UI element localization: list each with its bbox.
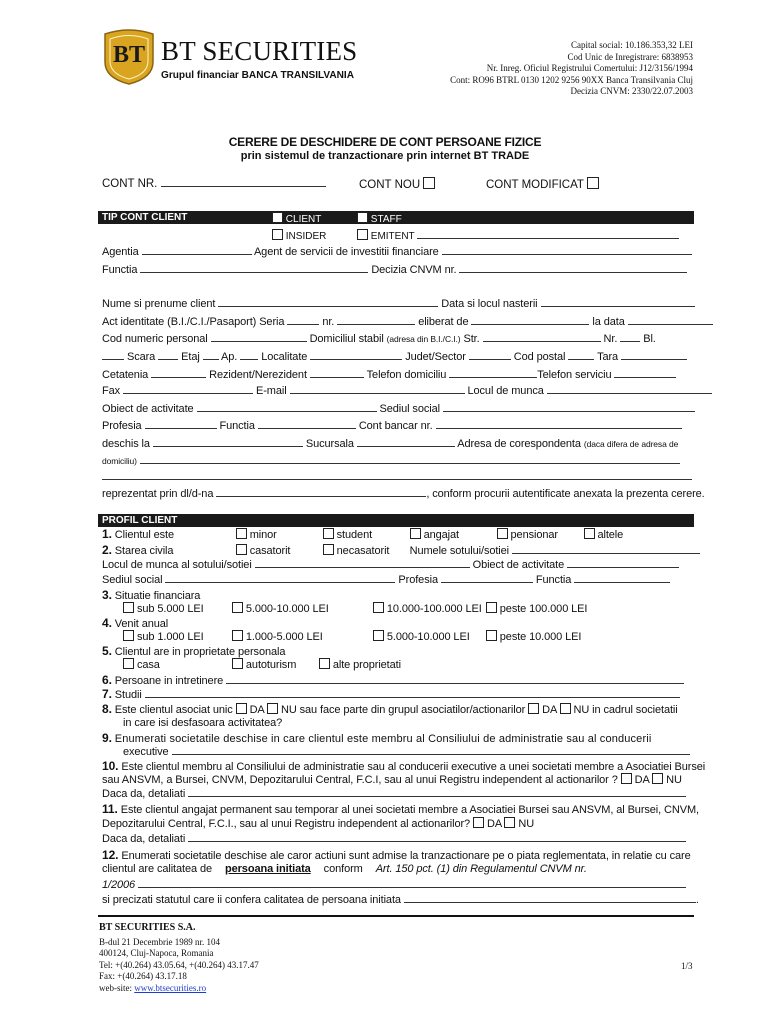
tel-serv-label: Telefon serviciu [537, 369, 612, 381]
q8-da2-label: DA [542, 704, 557, 716]
q2-necasatorit-checkbox[interactable] [323, 544, 334, 555]
q9-input[interactable] [172, 745, 690, 755]
locul-sot-input[interactable] [255, 558, 470, 568]
q5-casa-checkbox[interactable] [123, 658, 134, 669]
q9-label: Enumerati societatile deschise in care clientul este membru al Consiliului de administratie sau al conducerii [114, 733, 652, 745]
ap-input[interactable] [240, 350, 258, 360]
cont-bancar-input[interactable] [436, 419, 682, 429]
act-nr-input[interactable] [337, 315, 415, 325]
agentia-input[interactable] [142, 245, 252, 255]
q1-student-checkbox[interactable] [323, 528, 334, 539]
q1-altele-checkbox[interactable] [584, 528, 595, 539]
company-info [450, 40, 693, 98]
q12-line2d: Art. 150 pct. (1) din Regulamentul CNVM nr. [375, 863, 587, 875]
q5-row [102, 644, 692, 658]
q10-label: Este clientul membru al Consiliului de administratie sau al conducerii executive a unei societati membre a Asociatiei Bursei [121, 761, 706, 773]
q4-opt4-label: peste 10.000 LEI [499, 631, 582, 643]
logo [99, 28, 358, 88]
footer-rule [98, 915, 694, 917]
q10-nu-checkbox[interactable] [652, 773, 663, 784]
rezident-input[interactable] [310, 368, 364, 378]
company-capital: Capital social: 10.186.353,32 LEI [571, 40, 693, 50]
functia-row [102, 263, 692, 276]
agent-input[interactable] [442, 245, 692, 255]
q2-casatorit-checkbox[interactable] [236, 544, 247, 555]
sucursala-input[interactable] [357, 437, 455, 447]
q5-autoturism-checkbox[interactable] [232, 658, 243, 669]
q8-da-checkbox[interactable] [236, 703, 247, 714]
str-label: Str. [463, 333, 480, 345]
cont-bancar-label: Cont bancar nr. [358, 420, 433, 432]
q11-row [102, 802, 700, 816]
blank-row [102, 470, 692, 483]
profesia-row [102, 419, 692, 432]
q8-row [102, 702, 692, 716]
profesia-label: Profesia [102, 420, 142, 432]
decizia-label: Decizia CNVM nr. [371, 264, 457, 276]
sot-obiect-input[interactable] [567, 558, 679, 568]
tel-dom-label: Telefon domiciliu [366, 369, 447, 381]
q5-label: Clientul are in proprietate personala [114, 646, 286, 658]
q9-num: 9. [102, 731, 112, 745]
q2-row [102, 543, 692, 557]
q1-pensionar-checkbox[interactable] [497, 528, 508, 539]
tel-serv-input[interactable] [614, 368, 676, 378]
tara-label: Tara [597, 351, 619, 363]
q2-spouse-label: Numele sotului/sotiei [409, 545, 510, 557]
q11-detalii [102, 832, 692, 845]
q8-nu2-label: NU in cadrul societatii [573, 704, 678, 716]
bl-label: Bl. [643, 333, 656, 345]
tip-emitent-label: EMITENT [370, 231, 415, 242]
scara-input[interactable] [158, 350, 178, 360]
footer-web-label: web-site: [99, 982, 132, 993]
profil-header: PROFIL CLIENT [98, 514, 694, 527]
ap-label: Ap. [221, 351, 238, 363]
page-title: CERERE DE DESCHIDERE DE CONT PERSOANE FIZICE [228, 135, 542, 149]
q1-altele-label: altele [597, 529, 624, 541]
q7-input[interactable] [145, 688, 680, 698]
q10-detalii [102, 787, 692, 800]
reprezentat-row [102, 487, 705, 500]
company-cui: Cod Unic de Inregistrare: 6838953 [567, 51, 693, 62]
localitate-label: Localitate [261, 351, 308, 363]
bl-input[interactable] [102, 350, 124, 360]
q3-row [102, 588, 692, 602]
rezident-label: Rezident/Nerezident [209, 369, 307, 381]
q3-opt4-checkbox[interactable] [486, 602, 497, 613]
q12-label: Enumerati societatile deschise ale caror actiuni sunt admise la tranzactionare pe o piata reglementata, in relatie cu care [121, 850, 691, 862]
obiect-input[interactable] [197, 402, 377, 412]
eliberat-label: eliberat de [418, 316, 469, 328]
locul-sot-row [102, 558, 692, 571]
q2-num: 2. [102, 543, 112, 557]
q4-opt1-checkbox[interactable] [123, 630, 134, 641]
q11-label: Este clientul angajat permanent sau temporar al unei societati membre a Asociatiei Bursei sau ANSVM, al Bursei, CNVM, [120, 804, 700, 816]
deschis-label: deschis la [102, 438, 150, 450]
act-label: Act identitate (B.I./C.I./Pasaport) Seria [102, 316, 285, 328]
q1-label: Clientul este [114, 529, 175, 541]
q11-detalii-label: Daca da, detaliati [102, 833, 186, 845]
domiciliu-nr-input[interactable] [620, 332, 640, 342]
q10-da-label: DA [634, 774, 650, 786]
q3-opts [123, 602, 692, 615]
deschis-input[interactable] [153, 437, 303, 447]
q3-num: 3. [102, 588, 112, 602]
tel-dom-input[interactable] [449, 368, 537, 378]
q8-label: Este clientul asociat unic [114, 704, 233, 716]
q2-spouse-input[interactable] [512, 544, 700, 554]
q12-line4-label: si precizati statutul care ii confera calitatea de persoana initiata [102, 894, 401, 906]
functia2-label: Functia [219, 420, 255, 432]
logo-name: BT SECURITIES [161, 36, 358, 66]
q4-row [102, 616, 692, 630]
domiciliu-nr-label: Nr. [603, 333, 618, 345]
q12-line3-label: 1/2006 [102, 879, 136, 891]
q8-line2: in care isi desfasoara activitatea? [123, 717, 283, 729]
adresa-cor-note: (daca difera de adresa de [583, 439, 679, 449]
q1-student-label: student [336, 529, 373, 541]
footer-web-link[interactable]: www.btsecurities.ro [134, 982, 207, 993]
agency-row [102, 245, 692, 258]
company-account: Cont: RO96 BTRL 0130 1202 9256 90XX Banca Transilvania Cluj [450, 74, 693, 85]
footer-tel: Tel: +(40.264) 43.05.64, +(40.264) 43.17.47 [99, 959, 259, 970]
nume-label: Nume si prenume client [102, 298, 216, 310]
sot-sediu-label: Sediul social [102, 574, 163, 586]
q4-opt4-checkbox[interactable] [486, 630, 497, 641]
email-input[interactable] [290, 384, 465, 394]
q8-nu2-checkbox[interactable] [560, 703, 571, 714]
tip-emitent-checkbox[interactable] [357, 229, 368, 240]
domiciliu-label: Domiciliul stabil [309, 333, 384, 345]
cnp-input[interactable] [211, 332, 307, 342]
cont-nou-option[interactable] [359, 177, 435, 191]
q11-line2-label: Depozitarului Central, F.C.I., sau al unui Registru independent al actionarilor? [102, 818, 471, 830]
q3-opt4-label: peste 100.000 LEI [499, 603, 588, 615]
sot-profesia-input[interactable] [441, 573, 533, 583]
tip-insider-checkbox[interactable] [272, 229, 283, 240]
cont-modificat-option[interactable] [486, 177, 599, 191]
act-nr-label: nr. [322, 316, 335, 328]
footer-address1: B-dul 21 Decembrie 1989 nr. 104 [99, 936, 220, 947]
domiciliu-note: domiciliu) [102, 456, 137, 466]
footer-address2: 400124, Cluj-Napoca, Romania [99, 948, 214, 958]
cetatenia-input[interactable] [151, 368, 206, 378]
q1-num: 1. [102, 527, 112, 541]
q12-line4: si precizati statutul care ii confera calitatea de persoana initiata . [102, 894, 699, 906]
adresa-cor-input[interactable] [140, 454, 680, 464]
q7-row [102, 687, 692, 701]
cnp-row [102, 332, 692, 345]
q3-label: Situatie financiara [114, 590, 201, 602]
sot-profesia-label: Profesia [398, 574, 438, 586]
nume-input[interactable] [218, 297, 438, 307]
functia-label: Functia [102, 264, 138, 276]
q4-opt3-label: 5.000-10.000 LEI [386, 631, 470, 643]
q10-row [102, 759, 706, 773]
q6-num: 6. [102, 673, 112, 687]
q1-angajat-checkbox[interactable] [410, 528, 421, 539]
q3-opt2-label: 5.000-10.000 LEI [245, 603, 329, 615]
judet-input[interactable] [469, 350, 511, 360]
seria-input[interactable] [287, 315, 319, 325]
tip-staff-checkbox[interactable] [357, 212, 368, 223]
tip-cont-emitent[interactable] [357, 229, 679, 242]
logo-tagline: Grupul financiar BANCA TRANSILVANIA [161, 69, 355, 81]
obiect-row [102, 402, 692, 415]
company-reg: Nr. Inreg. Oficiul Registrului Comertului: J12/3156/1994 [486, 63, 693, 73]
tip-cont-label: TIP CONT CLIENT [102, 212, 188, 223]
q10-num: 10. [102, 759, 119, 773]
etaj-input[interactable] [203, 350, 219, 360]
q10-detalii-label: Daca da, detaliati [102, 788, 186, 800]
q12-line2b: persoana initiata [224, 863, 311, 875]
loc-munca-input[interactable] [547, 384, 712, 394]
q10-nu-label: NU [666, 774, 682, 786]
reprezentat-label: reprezentat prin dl/d-na [102, 488, 214, 500]
footer-fax: Fax: +(40.264) 43.17.18 [99, 971, 187, 981]
q4-opt2-checkbox[interactable] [232, 630, 243, 641]
eliberat-input[interactable] [471, 315, 589, 325]
locul-sot-label: Locul de munca al sotului/sotiei [102, 559, 252, 571]
str-input[interactable] [483, 332, 601, 342]
q5-opts [123, 658, 692, 671]
footer-company-name: BT SECURITIES S.A. [99, 922, 196, 933]
act-row [102, 315, 692, 328]
sot-obiect-label: Obiect de activitate [472, 559, 565, 571]
footer-web [99, 983, 259, 995]
deschis-row [102, 437, 692, 450]
q5-alte-label: alte proprietati [332, 659, 401, 671]
q4-opt3-checkbox[interactable] [373, 630, 384, 641]
q8-nu-label: NU sau face parte din grupul asociatilor/actionarilor [281, 704, 526, 716]
sediu-sot-row [102, 573, 692, 586]
sot-sediu-input[interactable] [165, 573, 395, 583]
q3-opt2-checkbox[interactable] [232, 602, 243, 613]
q1-angajat-label: angajat [423, 529, 459, 541]
sediu-label: Sediul social [379, 403, 440, 415]
q3-opt1-checkbox[interactable] [123, 602, 134, 613]
obiect-label: Obiect de activitate [102, 403, 194, 415]
agentia-label: Agentia [102, 246, 139, 258]
q10-da-checkbox[interactable] [621, 773, 632, 784]
q6-label: Persoane in intretinere [114, 675, 224, 687]
q12-num: 12. [102, 848, 119, 862]
page-subtitle: prin sistemul de tranzactionare prin internet BT TRADE [240, 150, 530, 162]
functia2-input[interactable] [258, 419, 356, 429]
q12-input[interactable] [138, 878, 686, 888]
tip-client-label: CLIENT [285, 214, 322, 225]
q5-casa-label: casa [136, 659, 160, 671]
email-label: E-mail [255, 385, 287, 397]
cont-nr-label: CONT NR. [102, 178, 158, 190]
q8-da2-checkbox[interactable] [528, 703, 539, 714]
q2-necasatorit-label: necasatorit [336, 545, 390, 557]
q12-line2 [102, 863, 692, 875]
q4-opts [123, 630, 692, 643]
judet-label: Judet/Sector [405, 351, 466, 363]
q1-row [102, 527, 692, 541]
q4-opt1-label: sub 1.000 LEI [136, 631, 204, 643]
decizia-input[interactable] [459, 263, 687, 273]
cod-postal-input[interactable] [568, 350, 594, 360]
adresa-row [102, 350, 692, 363]
q5-alte-checkbox[interactable] [319, 658, 330, 669]
cont-nr-field[interactable] [102, 177, 326, 190]
profesia-input[interactable] [145, 419, 217, 429]
q6-row [102, 673, 692, 687]
q10-line2-label: sau ANSVM, a Bursei, CNVM, Depozitarului Central, F.C.I, sau al unui Registru independent al actionarilor ? [102, 774, 618, 786]
q2-label: Starea civila [114, 545, 174, 557]
q9-line2 [123, 745, 692, 758]
sucursala-label: Sucursala [305, 438, 354, 450]
reprezentat-tail: , conform procurii autentificate anexata la prezenta cerere. [426, 488, 705, 500]
q5-num: 5. [102, 644, 112, 658]
tip-cont-staff[interactable] [357, 212, 402, 225]
tip-client-checkbox[interactable] [272, 212, 283, 223]
q12-line3 [102, 878, 692, 891]
cont-modificat-label: CONT MODIFICAT [486, 179, 584, 191]
q8-nu-checkbox[interactable] [267, 703, 278, 714]
q1-minor-label: minor [249, 529, 277, 541]
etaj-label: Etaj [181, 351, 200, 363]
footer-company [99, 922, 259, 994]
q12-statut-input[interactable] [404, 893, 696, 903]
adresa-cor-label: Adresa de corespondenta [457, 438, 581, 450]
cont-nou-checkbox[interactable] [423, 177, 435, 189]
agent-label: Agent de servicii de investitii financiare [253, 246, 439, 258]
logo-monogram: BT [112, 42, 145, 68]
q6-input[interactable] [226, 674, 684, 684]
q7-num: 7. [102, 687, 112, 701]
domiciliu-note-row [102, 454, 692, 467]
q12-line2c: conform [323, 863, 363, 875]
fax-label: Fax [102, 385, 121, 397]
q7-label: Studii [114, 689, 142, 701]
q9-row [102, 731, 692, 745]
cont-nou-label: CONT NOU [359, 179, 421, 191]
la-data-label: la data [592, 316, 625, 328]
q10-detalii-input[interactable] [188, 787, 686, 797]
reprezentat-input[interactable] [216, 487, 426, 497]
data-loc-label: Data si locul nasterii [441, 298, 538, 310]
q3-opt3-label: 10.000-100.000 LEI [386, 603, 482, 615]
adresa-cor-input-2[interactable] [102, 470, 692, 480]
fax-row [102, 384, 692, 397]
q2-casatorit-label: casatorit [249, 545, 291, 557]
company-cnvm: Decizia CNVM: 2330/22.07.2003 [570, 86, 693, 96]
fax-input[interactable] [123, 384, 253, 394]
q4-label: Venit anual [114, 618, 169, 630]
cnp-label: Cod numeric personal [102, 333, 208, 345]
q10-line2 [102, 773, 692, 786]
q5-autoturism-label: autoturism [245, 659, 297, 671]
q11-num: 11. [102, 802, 118, 816]
loc-munca-label: Locul de munca [467, 385, 544, 397]
q4-opt2-label: 1.000-5.000 LEI [245, 631, 323, 643]
sot-functia-label: Functia [535, 574, 572, 586]
tip-cont-insider[interactable] [272, 229, 326, 242]
q11-line2 [102, 817, 692, 830]
cetatenie-row [102, 368, 692, 381]
q9-line2-label: executive [123, 746, 169, 758]
q3-opt1-label: sub 5.000 LEI [136, 603, 204, 615]
cod-postal-label: Cod postal [513, 351, 566, 363]
data-loc-input[interactable] [541, 297, 695, 307]
scara-label: Scara [126, 351, 156, 363]
nume-row [102, 297, 692, 310]
adresa-note: (adresa din B.I./C.I.) [386, 334, 461, 344]
q8-num: 8. [102, 702, 112, 716]
tip-insider-label: INSIDER [285, 231, 327, 242]
q12-row [102, 848, 692, 862]
localitate-input[interactable] [310, 350, 402, 360]
tip-staff-label: STAFF [370, 214, 402, 225]
q11-nu-label: NU [518, 818, 535, 830]
cetatenia-label: Cetatenia [102, 369, 149, 381]
page-number: 1/3 [681, 961, 693, 971]
la-data-input[interactable] [628, 315, 713, 325]
sot-functia-input[interactable] [574, 573, 670, 583]
q12-line2a: clientul are calitatea de [102, 863, 213, 875]
q1-pensionar-label: pensionar [510, 529, 558, 541]
cont-modificat-checkbox[interactable] [587, 177, 599, 189]
functia-input[interactable] [140, 263, 368, 273]
q11-da-label: DA [486, 818, 502, 830]
q11-nu-checkbox[interactable] [504, 817, 515, 828]
q1-minor-checkbox[interactable] [236, 528, 247, 539]
q8-da-label: DA [249, 704, 265, 716]
tip-cont-client[interactable] [272, 212, 321, 225]
sediu-input[interactable] [443, 402, 695, 412]
tara-input[interactable] [621, 350, 687, 360]
q11-detalii-input[interactable] [188, 832, 686, 842]
q4-num: 4. [102, 616, 112, 630]
q3-opt3-checkbox[interactable] [373, 602, 384, 613]
q11-da-checkbox[interactable] [473, 817, 484, 828]
